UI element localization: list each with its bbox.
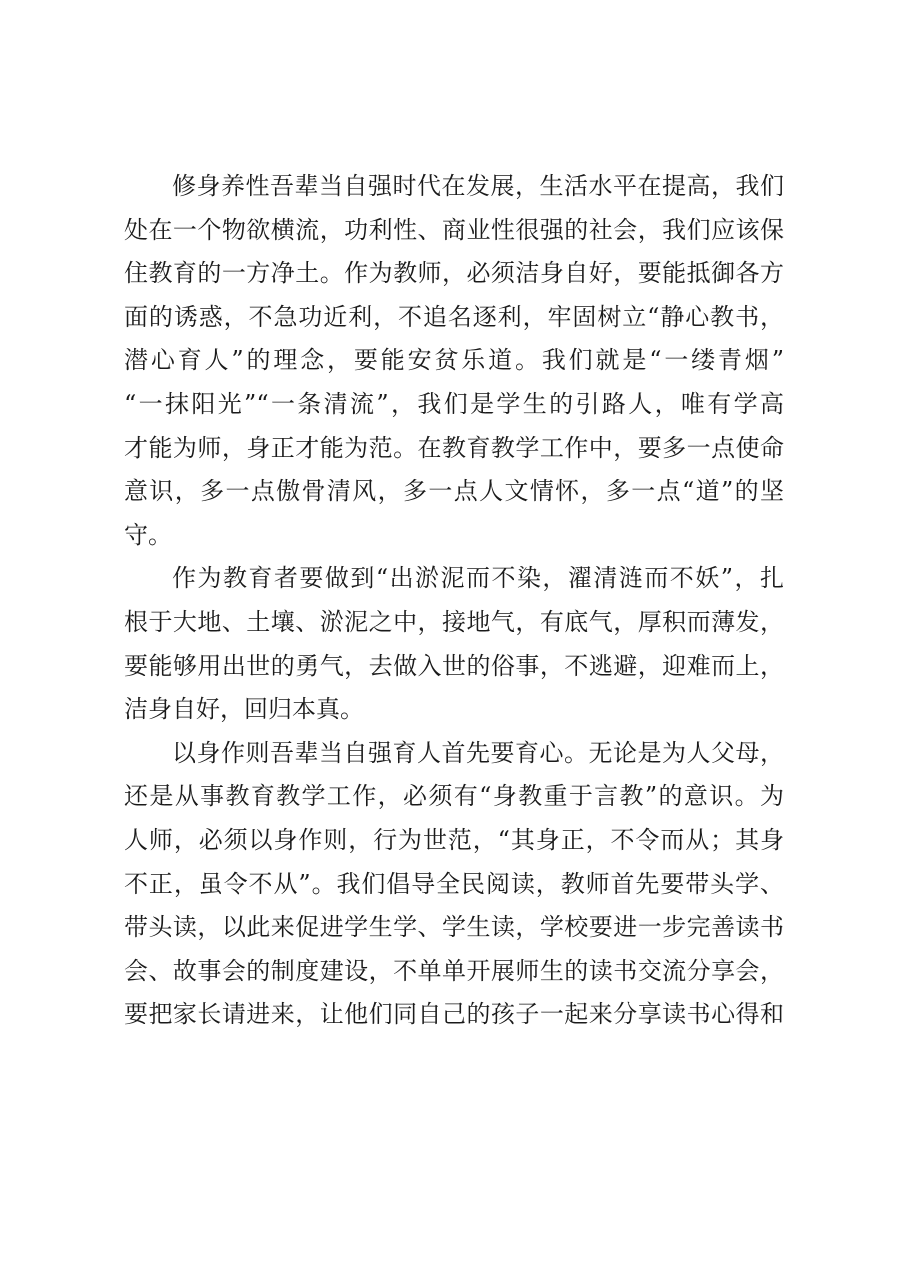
paragraph-line: 住教育的一方净土。作为教师，必须洁身自好，要能抵御各方 [124,259,784,288]
paragraph-line: 带头读，以此来促进学生学、学生读，学校要进一步完善读书 [124,913,784,942]
paragraph-line: 不正，虽令不从”。我们倡导全民阅读，教师首先要带头学、 [124,869,784,898]
paragraph-line: 面的诱惑，不急功近利，不追名逐利，牢固树立“静心教书， [124,302,784,331]
paragraph-line: 处在一个物欲横流，功利性、商业性很强的社会，我们应该保 [124,215,784,244]
paragraph-line: 洁身自好，回归本真。 [124,695,364,724]
paragraph-line: 才能为师，身正才能为范。在教育教学工作中，要多一点使命 [124,433,784,462]
paragraph-line: 要能够用出世的勇气，去做入世的俗事，不逃避，迎难而上， [124,651,784,680]
paragraph-1 [124,165,784,557]
paragraph-line: 以身作则吾辈当自强育人首先要育心。无论是为人父母， [172,738,784,767]
paragraph-line: 作为教育者要做到“出淤泥而不染，濯清涟而不妖”，扎 [172,564,784,593]
paragraph-line: 守。 [124,520,172,549]
paragraph-line: 根于大地、土壤、淤泥之中，接地气，有底气，厚积而薄发， [124,607,784,636]
paragraph-line: “一抹阳光”“一条清流”，我们是学生的引路人，唯有学高 [124,389,784,418]
paragraph-line: 意识，多一点傲骨清风，多一点人文情怀，多一点“道”的坚 [124,477,784,506]
document-body [124,165,784,1037]
paragraph-line: 修身养性吾辈当自强时代在发展，生活水平在提高，我们 [172,172,784,200]
paragraph-line: 人师，必须以身作则，行为世范，“其身正，不令而从；其身 [124,825,784,854]
paragraph-line: 会、故事会的制度建设，不单单开展师生的读书交流分享会， [124,956,784,985]
paragraph-line: 还是从事教育教学工作，必须有“身教重于言教”的意识。为 [124,782,784,811]
paragraph-2 [124,557,784,731]
paragraph-line: 要把家长请进来，让他们同自己的孩子一起来分享读书心得和 [124,1000,784,1029]
paragraph-3 [124,732,784,1037]
paragraph-line: 潜心育人”的理念，要能安贫乐道。我们就是“一缕青烟” [124,346,784,375]
